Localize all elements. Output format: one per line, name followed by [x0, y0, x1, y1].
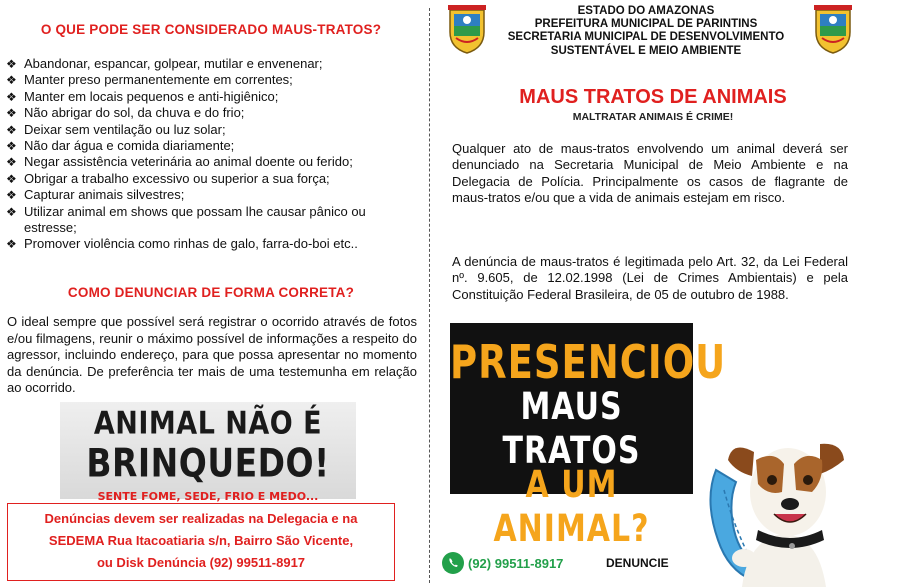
section-title-mistreatment: O QUE PODE SER CONSIDERADO MAUS-TRATOS?	[40, 22, 382, 37]
poster-line-2: MAUS TRATOS	[502, 385, 641, 473]
banner-line-3: SENTE FOME, SEDE, FRIO E MEDO...	[97, 490, 319, 503]
list-item: ❖ Manter em locais pequenos e anti-higiênico;	[6, 88, 279, 104]
report-info-box	[7, 503, 395, 581]
list-item: ❖ Deixar sem ventilação ou luz solar;	[6, 121, 226, 137]
intro-paragraph: Qualquer ato de maus-tratos envolvendo um animal deverá ser denunciado na Secretaria Municipal de Meio Ambiente e na Delegacia de Polícia. Principalmente os casos de flagrante de maus-tratos e/ou que a vida de animais estejam em risco.	[452, 141, 848, 205]
header-line: ESTADO DO AMAZONAS	[577, 5, 715, 17]
law-paragraph: A denúncia de maus-tratos é legitimada pelo Art. 32, da Lei Federal nº. 9.605, de 12.02.1998 (Lei de Crimes Ambientais) e pela Constituição Federal Brasileira, de 05 de outubro de 1988.	[452, 254, 848, 302]
list-item: ❖ Negar assistência veterinária ao animal doente ou ferido;	[6, 154, 353, 170]
witnessed-abuse-poster	[450, 323, 727, 551]
right-column	[438, 0, 900, 587]
banner-line-2: BRINQUEDO!	[86, 439, 330, 486]
report-info-line-2: SEDEMA Rua Itacoatiaria s/n, Bairro São Vicente,	[48, 533, 354, 548]
page-title: MAUS TRATOS DE ANIMAIS	[519, 86, 787, 108]
diamond-bullet-icon: ❖	[6, 57, 17, 71]
diamond-bullet-icon: ❖	[6, 73, 17, 88]
government-header	[488, 5, 804, 58]
animal-not-toy-banner	[60, 402, 356, 503]
left-column	[0, 0, 422, 587]
banner-line-1: ANIMAL NÃO É	[93, 405, 323, 442]
list-item: ❖ Obrigar a trabalho excessivo ou superior a sua força;	[6, 170, 330, 186]
report-info-line-3: ou Disk Denúncia (92) 99511-8917	[96, 555, 306, 570]
section-title-how-to-report: COMO DENUNCIAR DE FORMA CORRETA?	[67, 285, 355, 300]
crest-icon	[446, 4, 488, 54]
phone-number: (92) 99511-8917	[468, 556, 564, 571]
list-item: ❖ Abandonar, espancar, golpear, mutilar e envenenar;	[6, 56, 323, 71]
list-item: ❖ Não abrigar do sol, da chuva e do frio;	[6, 105, 245, 121]
diamond-bullet-icon: ❖	[6, 139, 17, 154]
diamond-bullet-icon: ❖	[6, 122, 17, 137]
poster-line-1: PRESENCIOU	[450, 335, 727, 390]
whatsapp-icon	[441, 551, 465, 575]
report-info-line-1: Denúncias devem ser realizadas na Delegacia e na	[44, 511, 358, 526]
diamond-bullet-icon: ❖	[6, 237, 17, 252]
fold-divider	[429, 8, 430, 583]
diamond-bullet-icon: ❖	[6, 171, 17, 186]
header-line: SECRETARIA MUNICIPAL DE DESENVOLVIMENTO	[507, 31, 785, 44]
dog-with-phone-illustration	[702, 430, 852, 587]
diamond-bullet-icon: ❖	[6, 106, 17, 121]
list-item: ❖ Promover violência como rinhas de galo, farra-do-boi etc..	[6, 236, 358, 252]
list-item: ❖ Não dar água e comida diariamente;	[6, 138, 235, 154]
list-item: ❖ Utilizar animal em shows que possam lhe causar pânico ou estresse;	[6, 203, 366, 236]
diamond-bullet-icon: ❖	[6, 204, 17, 219]
diamond-bullet-icon: ❖	[6, 155, 17, 170]
poster-line-3: A UM ANIMAL?	[493, 463, 650, 551]
list-item: ❖ Capturar animais silvestres;	[6, 187, 185, 203]
header-line: SUSTENTÁVEL E MEIO AMBIENTE	[550, 44, 742, 57]
header-line: PREFEITURA MUNICIPAL DE PARINTINS	[534, 18, 758, 31]
list-item: ❖ Manter preso permanentemente em correntes;	[6, 72, 293, 88]
how-to-report-paragraph: O ideal sempre que possível será registrar o ocorrido através de fotos e/ou filmagens, reunir o máximo possível de informações a respeito do agressor, incluindo endereço, para que possa apresentar no momento da denúncia. De preferência ter mais de uma testemunha em relação ao ocorrido.	[7, 314, 417, 395]
diamond-bullet-icon: ❖	[6, 188, 17, 203]
crest-icon	[812, 4, 854, 54]
mistreatment-list	[6, 56, 418, 253]
page-subtitle: MALTRATAR ANIMAIS É CRIME!	[572, 111, 734, 123]
diamond-bullet-icon: ❖	[6, 89, 17, 104]
report-call-to-action: DENUNCIE	[606, 556, 669, 570]
